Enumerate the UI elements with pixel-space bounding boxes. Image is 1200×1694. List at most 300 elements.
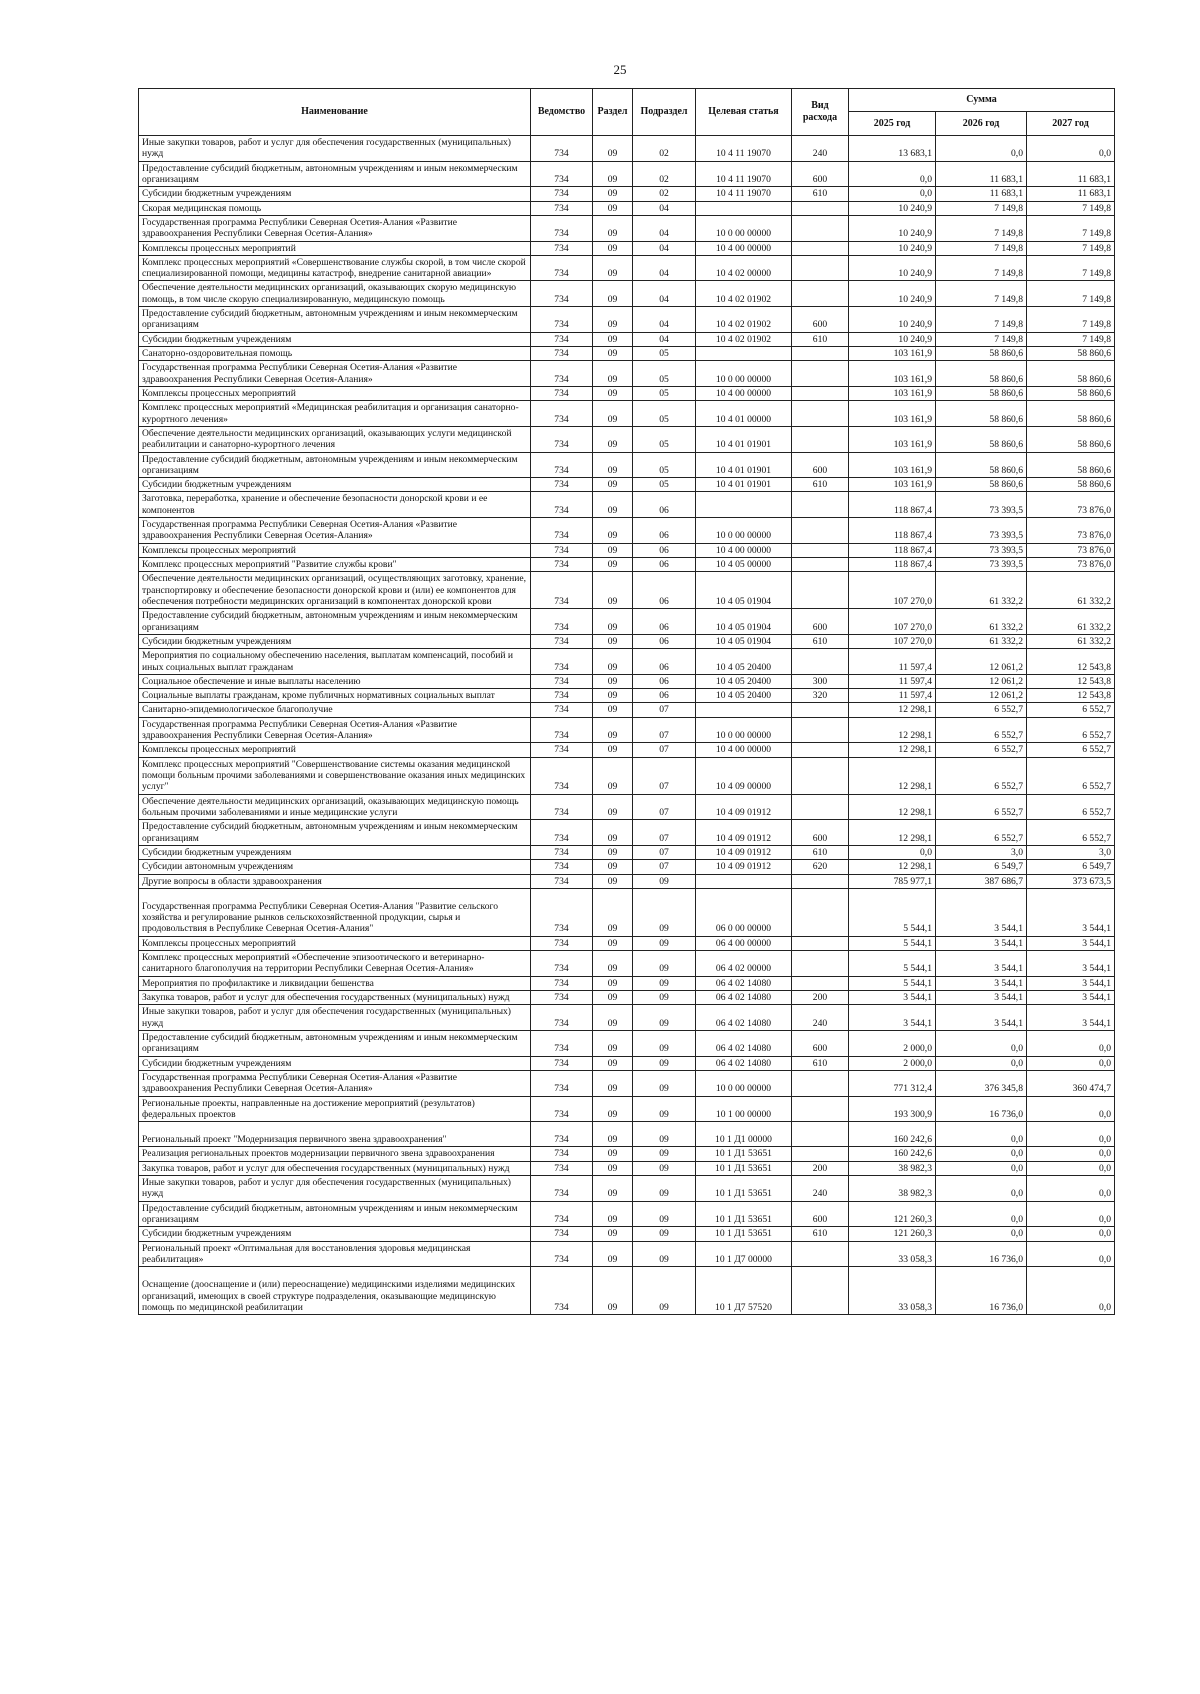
row-amount-2025: 38 982,3 [849,1161,936,1175]
row-amount-2027: 7 149,8 [1027,281,1115,307]
row-amount-2025: 785 977,1 [849,874,936,888]
row-amount-2026: 0,0 [936,1201,1027,1227]
table-row [139,281,1115,307]
row-subsection: 05 [633,401,696,427]
row-name: Комплекс процессных мероприятий "Совершенствование системы оказания медицинской помощи больным прочими заболеваниями и совершенствование оказания иных медицинских услуг" [139,757,531,794]
row-amount-2027: 6 552,7 [1027,794,1115,820]
row-subsection: 09 [633,1122,696,1147]
row-name: Комплексы процессных мероприятий [139,543,531,557]
row-name: Комплексы процессных мероприятий [139,386,531,400]
header-name: Наименование [139,89,531,136]
row-amount-2027: 0,0 [1027,1267,1115,1315]
row-department: 734 [531,874,593,888]
row-amount-2027: 12 543,8 [1027,649,1115,675]
row-amount-2027: 6 552,7 [1027,703,1115,717]
row-subsection: 07 [633,703,696,717]
row-department: 734 [531,1096,593,1122]
row-amount-2026: 61 332,2 [936,609,1027,635]
row-amount-2026: 7 149,8 [936,255,1027,281]
row-name: Комплекс процессных мероприятий "Развитие службы крови" [139,558,531,572]
row-amount-2027: 0,0 [1027,1147,1115,1161]
table-row [139,347,1115,361]
row-amount-2025: 10 240,9 [849,332,936,346]
row-subsection: 09 [633,951,696,977]
table-row [139,634,1115,648]
row-amount-2025: 10 240,9 [849,241,936,255]
row-amount-2025: 11 597,4 [849,689,936,703]
row-subsection: 06 [633,518,696,544]
row-department: 734 [531,1147,593,1161]
row-amount-2027: 3 544,1 [1027,888,1115,936]
row-department: 734 [531,492,593,518]
row-expense-type [792,386,849,400]
row-subsection: 06 [633,689,696,703]
row-target-article: 06 4 02 14080 [696,1005,792,1031]
row-section: 09 [593,689,633,703]
row-amount-2026: 6 552,7 [936,757,1027,794]
row-amount-2027: 73 876,0 [1027,543,1115,557]
row-amount-2027: 0,0 [1027,1176,1115,1202]
row-name: Заготовка, переработка, хранение и обеспечение безопасности донорской крови и ее компонентов [139,492,531,518]
row-name: Субсидии бюджетным учреждениям [139,1227,531,1241]
row-amount-2025: 160 242,6 [849,1147,936,1161]
header-year-2025: 2025 год [849,112,936,136]
row-section: 09 [593,452,633,478]
row-subsection: 09 [633,976,696,990]
row-expense-type: 600 [792,307,849,333]
row-amount-2027: 58 860,6 [1027,361,1115,387]
table-row [139,976,1115,990]
row-name: Предоставление субсидий бюджетным, автономным учреждениям и иным некоммерческим организациям [139,307,531,333]
row-amount-2025: 38 982,3 [849,1176,936,1202]
row-expense-type [792,426,849,452]
row-department: 734 [531,703,593,717]
row-target-article: 10 4 09 01912 [696,860,792,874]
row-name: Мероприятия по профилактике и ликвидации бешенства [139,976,531,990]
row-expense-type [792,649,849,675]
row-target-article: 10 0 00 00000 [696,215,792,241]
row-expense-type [792,558,849,572]
row-amount-2025: 10 240,9 [849,307,936,333]
table-row [139,845,1115,859]
row-expense-type: 600 [792,161,849,187]
table-row [139,609,1115,635]
row-amount-2026: 7 149,8 [936,281,1027,307]
row-department: 734 [531,332,593,346]
budget-table [138,88,1115,1315]
row-name: Обеспечение деятельности медицинских организаций, оказывающих услуги медицинской реабилитации и санаторно-курортного лечения [139,426,531,452]
row-subsection: 02 [633,187,696,201]
row-department: 734 [531,307,593,333]
row-expense-type [792,743,849,757]
row-name: Предоставление субсидий бюджетным, автономным учреждениям и иным некоммерческим организациям [139,452,531,478]
row-section: 09 [593,307,633,333]
row-amount-2027: 0,0 [1027,1227,1115,1241]
row-target-article: 10 4 09 01912 [696,820,792,846]
row-department: 734 [531,401,593,427]
table-row [139,820,1115,846]
row-amount-2025: 160 242,6 [849,1122,936,1147]
row-amount-2027: 3 544,1 [1027,951,1115,977]
row-department: 734 [531,201,593,215]
row-amount-2026: 61 332,2 [936,572,1027,609]
row-amount-2025: 33 058,3 [849,1241,936,1267]
row-amount-2026: 0,0 [936,1227,1027,1241]
row-section: 09 [593,1227,633,1241]
row-expense-type: 610 [792,634,849,648]
row-section: 09 [593,634,633,648]
row-subsection: 09 [633,936,696,950]
row-subsection: 05 [633,347,696,361]
row-subsection: 09 [633,1056,696,1070]
row-department: 734 [531,757,593,794]
row-amount-2026: 73 393,5 [936,518,1027,544]
row-department: 734 [531,187,593,201]
row-amount-2026: 376 345,8 [936,1070,1027,1096]
row-department: 734 [531,426,593,452]
row-amount-2025: 10 240,9 [849,215,936,241]
row-expense-type: 610 [792,332,849,346]
row-expense-type [792,794,849,820]
row-amount-2027: 6 552,7 [1027,820,1115,846]
row-amount-2026: 73 393,5 [936,543,1027,557]
row-amount-2026: 73 393,5 [936,492,1027,518]
row-department: 734 [531,215,593,241]
row-amount-2027: 61 332,2 [1027,634,1115,648]
row-section: 09 [593,991,633,1005]
row-subsection: 06 [633,543,696,557]
row-expense-type [792,888,849,936]
row-target-article: 10 0 00 00000 [696,1070,792,1096]
row-subsection: 06 [633,649,696,675]
row-amount-2025: 103 161,9 [849,386,936,400]
row-name: Социальное обеспечение и иные выплаты населению [139,674,531,688]
table-row [139,187,1115,201]
row-amount-2025: 10 240,9 [849,201,936,215]
row-expense-type [792,1070,849,1096]
row-amount-2026: 3 544,1 [936,951,1027,977]
row-expense-type [792,492,849,518]
row-name: Закупка товаров, работ и услуг для обеспечения государственных (муниципальных) нужд [139,991,531,1005]
row-subsection: 07 [633,860,696,874]
row-name: Иные закупки товаров, работ и услуг для обеспечения государственных (муниципальных) нужд [139,1176,531,1202]
row-section: 09 [593,361,633,387]
row-amount-2026: 6 552,7 [936,703,1027,717]
row-name: Иные закупки товаров, работ и услуг для обеспечения государственных (муниципальных) нужд [139,1005,531,1031]
row-expense-type [792,572,849,609]
row-section: 09 [593,1070,633,1096]
row-section: 09 [593,820,633,846]
row-subsection: 09 [633,888,696,936]
row-amount-2025: 771 312,4 [849,1070,936,1096]
row-name: Предоставление субсидий бюджетным, автономным учреждениям и иным некоммерческим организациям [139,1030,531,1056]
row-expense-type [792,347,849,361]
row-target-article [696,201,792,215]
row-department: 734 [531,386,593,400]
table-row [139,991,1115,1005]
row-target-article: 10 1 Д1 53651 [696,1201,792,1227]
row-amount-2025: 0,0 [849,161,936,187]
row-target-article: 10 4 11 19070 [696,187,792,201]
row-subsection: 05 [633,361,696,387]
row-amount-2026: 0,0 [936,1056,1027,1070]
row-target-article: 10 4 00 00000 [696,543,792,557]
row-expense-type [792,703,849,717]
row-expense-type [792,361,849,387]
row-department: 734 [531,518,593,544]
row-name: Государственная программа Республики Северная Осетия-Алания «Развитие здравоохранения Республики Северная Осетия-Алания» [139,717,531,743]
row-amount-2027: 6 552,7 [1027,717,1115,743]
row-name: Предоставление субсидий бюджетным, автономным учреждениям и иным некоммерческим организациям [139,161,531,187]
row-amount-2025: 2 000,0 [849,1056,936,1070]
row-name: Субсидии бюджетным учреждениям [139,332,531,346]
row-amount-2025: 12 298,1 [849,860,936,874]
row-subsection: 05 [633,478,696,492]
row-expense-type [792,1122,849,1147]
row-department: 734 [531,255,593,281]
row-department: 734 [531,1122,593,1147]
row-department: 734 [531,1241,593,1267]
row-subsection: 04 [633,255,696,281]
row-subsection: 07 [633,757,696,794]
row-section: 09 [593,1005,633,1031]
row-amount-2026: 387 686,7 [936,874,1027,888]
row-name: Государственная программа Республики Северная Осетия-Алания «Развитие здравоохранения Республики Северная Осетия-Алания» [139,518,531,544]
row-expense-type: 610 [792,187,849,201]
row-amount-2026: 12 061,2 [936,649,1027,675]
row-section: 09 [593,794,633,820]
row-section: 09 [593,1161,633,1175]
row-amount-2025: 121 260,3 [849,1227,936,1241]
row-target-article: 10 4 09 01912 [696,794,792,820]
row-target-article: 06 4 00 00000 [696,936,792,950]
row-amount-2026: 58 860,6 [936,401,1027,427]
row-name: Региональный проект "Модернизация первичного звена здравоохранения" [139,1122,531,1147]
row-expense-type [792,757,849,794]
row-department: 734 [531,281,593,307]
row-name: Субсидии бюджетным учреждениям [139,187,531,201]
row-amount-2025: 103 161,9 [849,426,936,452]
row-amount-2025: 12 298,1 [849,703,936,717]
table-row [139,1096,1115,1122]
row-subsection: 04 [633,281,696,307]
row-name: Субсидии бюджетным учреждениям [139,1056,531,1070]
row-amount-2027: 3 544,1 [1027,1005,1115,1031]
row-expense-type: 240 [792,136,849,162]
row-amount-2025: 5 544,1 [849,976,936,990]
row-subsection: 09 [633,1241,696,1267]
row-section: 09 [593,874,633,888]
row-department: 734 [531,951,593,977]
row-department: 734 [531,689,593,703]
row-target-article [696,492,792,518]
row-target-article: 10 4 02 01902 [696,332,792,346]
row-name: Предоставление субсидий бюджетным, автономным учреждениям и иным некоммерческим организациям [139,820,531,846]
row-subsection: 07 [633,845,696,859]
row-section: 09 [593,255,633,281]
row-department: 734 [531,1227,593,1241]
row-name: Обеспечение деятельности медицинских организаций, оказывающих медицинскую помощь больным прочими заболеваниями и иные медицинские услуги [139,794,531,820]
row-target-article [696,703,792,717]
row-amount-2025: 5 544,1 [849,951,936,977]
row-subsection: 05 [633,386,696,400]
table-row [139,401,1115,427]
table-body [139,136,1115,1315]
row-department: 734 [531,991,593,1005]
row-section: 09 [593,386,633,400]
row-expense-type: 320 [792,689,849,703]
row-amount-2025: 103 161,9 [849,452,936,478]
row-amount-2025: 103 161,9 [849,361,936,387]
table-row [139,558,1115,572]
row-subsection: 04 [633,332,696,346]
table-row [139,874,1115,888]
row-amount-2026: 16 736,0 [936,1267,1027,1315]
table-row [139,543,1115,557]
row-target-article: 10 4 11 19070 [696,136,792,162]
row-target-article: 06 4 02 14080 [696,991,792,1005]
row-amount-2027: 7 149,8 [1027,241,1115,255]
row-target-article: 10 4 00 00000 [696,241,792,255]
row-amount-2025: 11 597,4 [849,649,936,675]
row-department: 734 [531,1267,593,1315]
table-row [139,386,1115,400]
row-target-article: 10 4 05 20400 [696,689,792,703]
table-row [139,703,1115,717]
table-row [139,757,1115,794]
row-amount-2027: 3 544,1 [1027,991,1115,1005]
row-name: Обеспечение деятельности медицинских организаций, осуществляющих заготовку, хранение, транспортировку и обеспечение безопасности донорской крови и (или) ее компонентов для обеспечения потребности медицинских организаций в компонентах донорской крови [139,572,531,609]
row-name: Мероприятия по социальному обеспечению населения, выплатам компенсаций, пособий и иных социальных выплат гражданам [139,649,531,675]
table-row [139,201,1115,215]
row-amount-2027: 58 860,6 [1027,426,1115,452]
row-name: Предоставление субсидий бюджетным, автономным учреждениям и иным некоммерческим организациям [139,609,531,635]
row-amount-2027: 73 876,0 [1027,558,1115,572]
row-amount-2027: 11 683,1 [1027,187,1115,201]
row-expense-type [792,201,849,215]
row-expense-type: 610 [792,478,849,492]
row-amount-2025: 107 270,0 [849,572,936,609]
row-amount-2025: 5 544,1 [849,888,936,936]
row-amount-2025: 5 544,1 [849,936,936,950]
row-amount-2027: 7 149,8 [1027,255,1115,281]
row-department: 734 [531,1201,593,1227]
row-amount-2026: 61 332,2 [936,634,1027,648]
row-subsection: 09 [633,1201,696,1227]
table-row [139,888,1115,936]
row-department: 734 [531,936,593,950]
row-amount-2027: 373 673,5 [1027,874,1115,888]
row-amount-2025: 193 300,9 [849,1096,936,1122]
row-name: Реализация региональных проектов модернизации первичного звена здравоохранения [139,1147,531,1161]
table-row [139,361,1115,387]
row-section: 09 [593,161,633,187]
row-target-article: 10 1 Д1 53651 [696,1161,792,1175]
row-section: 09 [593,281,633,307]
table-row [139,860,1115,874]
row-section: 09 [593,492,633,518]
row-target-article: 10 1 00 00000 [696,1096,792,1122]
row-section: 09 [593,215,633,241]
row-subsection: 07 [633,820,696,846]
row-amount-2025: 103 161,9 [849,478,936,492]
table-row [139,717,1115,743]
row-subsection: 09 [633,1096,696,1122]
table-row [139,1147,1115,1161]
header-year-2027: 2027 год [1027,112,1115,136]
row-section: 09 [593,757,633,794]
row-department: 734 [531,1161,593,1175]
row-department: 734 [531,634,593,648]
table-row [139,215,1115,241]
row-department: 734 [531,649,593,675]
row-amount-2026: 0,0 [936,1161,1027,1175]
row-section: 09 [593,951,633,977]
table-row [139,1056,1115,1070]
row-section: 09 [593,976,633,990]
row-section: 09 [593,187,633,201]
row-amount-2027: 58 860,6 [1027,401,1115,427]
row-amount-2026: 3 544,1 [936,888,1027,936]
row-subsection: 09 [633,1227,696,1241]
row-name: Скорая медицинская помощь [139,201,531,215]
row-amount-2027: 3 544,1 [1027,976,1115,990]
table-row [139,1227,1115,1241]
row-amount-2027: 11 683,1 [1027,161,1115,187]
row-subsection: 04 [633,215,696,241]
row-amount-2025: 10 240,9 [849,281,936,307]
row-target-article: 10 1 Д1 53651 [696,1176,792,1202]
row-subsection: 09 [633,1147,696,1161]
row-subsection: 07 [633,794,696,820]
row-amount-2027: 3,0 [1027,845,1115,859]
row-amount-2025: 12 298,1 [849,717,936,743]
row-subsection: 09 [633,1161,696,1175]
row-amount-2026: 7 149,8 [936,201,1027,215]
table-row [139,492,1115,518]
table-row [139,241,1115,255]
row-amount-2026: 6 552,7 [936,743,1027,757]
row-amount-2027: 360 474,7 [1027,1070,1115,1096]
row-section: 09 [593,201,633,215]
row-expense-type: 200 [792,1161,849,1175]
row-target-article: 10 4 01 01901 [696,426,792,452]
row-amount-2025: 12 298,1 [849,743,936,757]
row-subsection: 09 [633,1267,696,1315]
row-subsection: 02 [633,161,696,187]
row-amount-2026: 7 149,8 [936,307,1027,333]
row-section: 09 [593,703,633,717]
row-section: 09 [593,426,633,452]
table-row [139,572,1115,609]
row-target-article: 10 4 01 01901 [696,452,792,478]
row-department: 734 [531,845,593,859]
table-row [139,649,1115,675]
row-expense-type: 600 [792,820,849,846]
row-subsection: 09 [633,1030,696,1056]
row-department: 734 [531,241,593,255]
row-amount-2027: 7 149,8 [1027,332,1115,346]
row-expense-type [792,518,849,544]
table-row [139,307,1115,333]
row-section: 09 [593,136,633,162]
row-subsection: 09 [633,991,696,1005]
row-amount-2025: 3 544,1 [849,1005,936,1031]
row-amount-2026: 6 552,7 [936,717,1027,743]
table-row [139,1122,1115,1147]
row-amount-2026: 3 544,1 [936,991,1027,1005]
row-subsection: 05 [633,452,696,478]
